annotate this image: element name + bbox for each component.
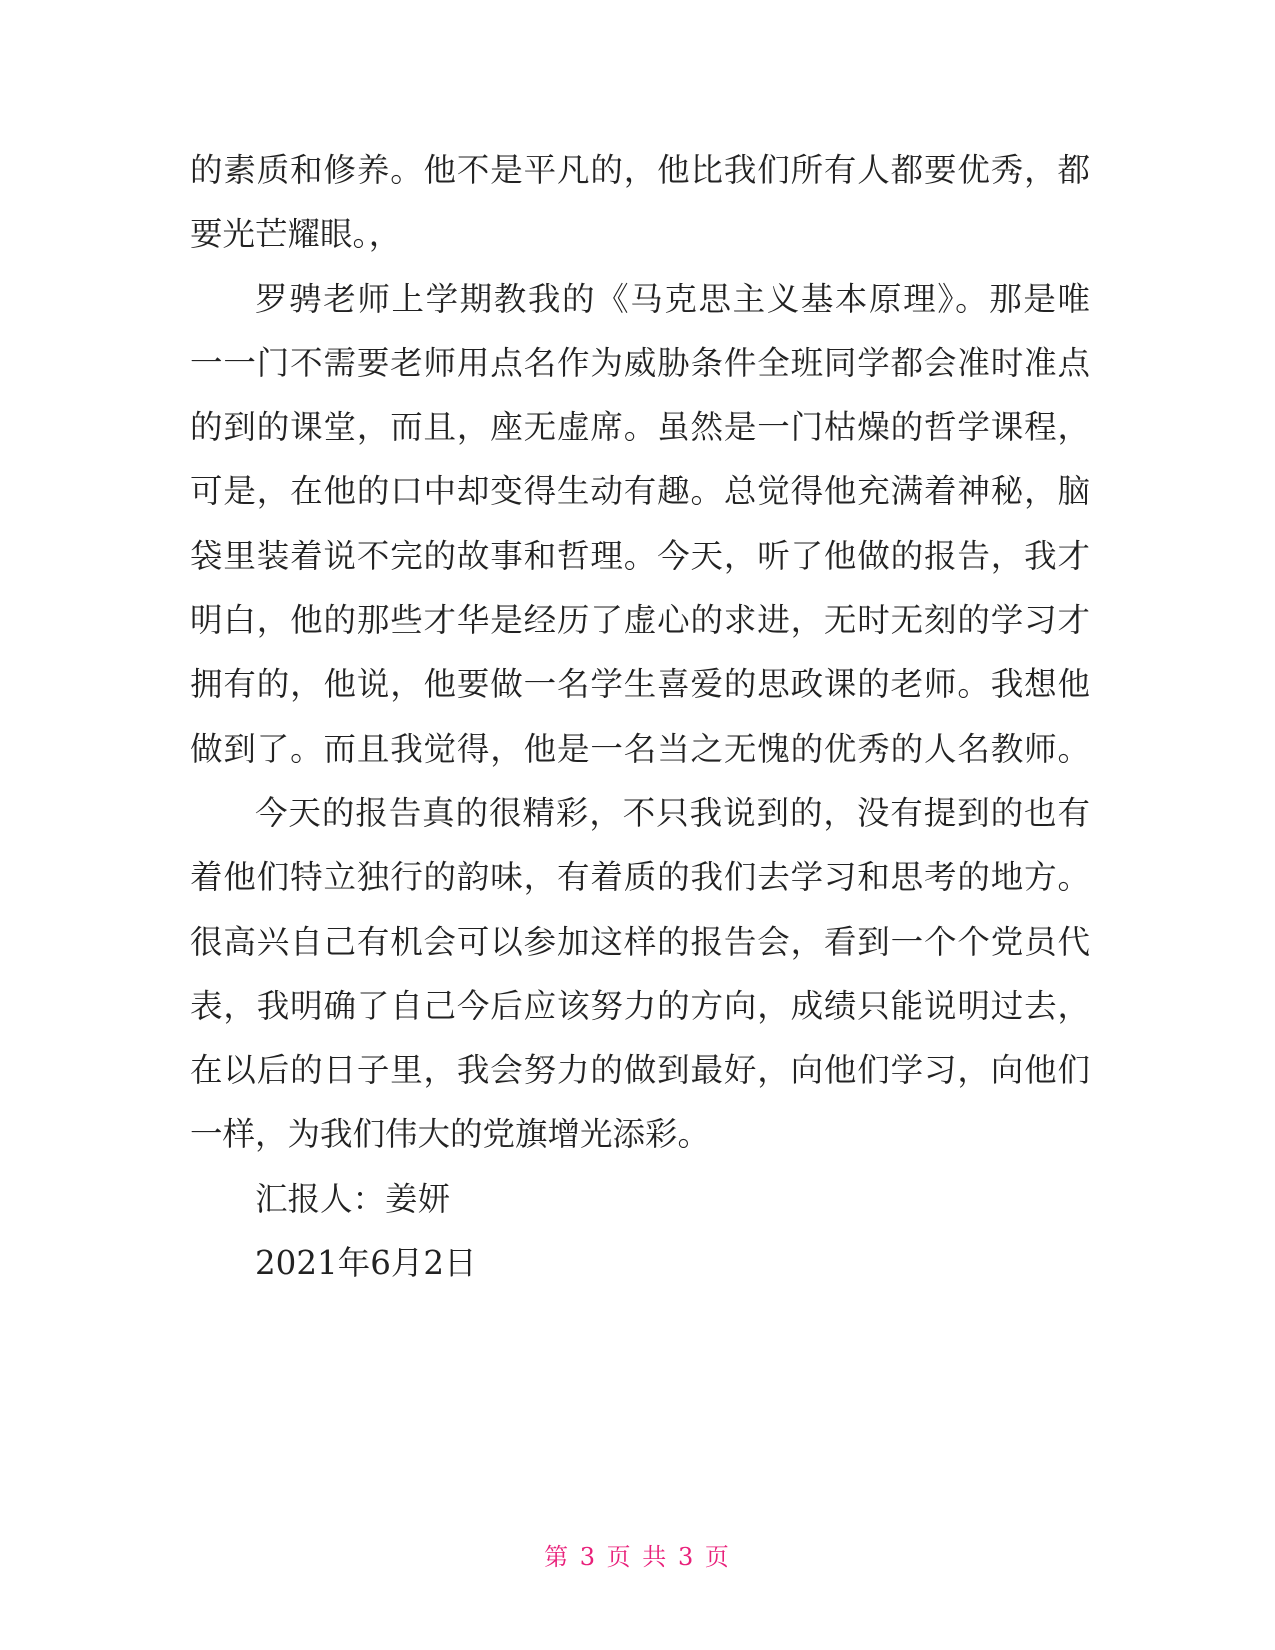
date-line: 2021年6月2日	[255, 1244, 477, 1283]
document-body	[190, 138, 1090, 1295]
text-line: 的到的课堂，而且，座无虚席。虽然是一门枯燥的哲学课程，	[190, 408, 1090, 447]
signature-line: 汇报人：姜妍	[255, 1179, 451, 1218]
text-line: 一一门不需要老师用点名作为威胁条件全班同学都会准时准点	[190, 343, 1090, 382]
text-line: 着他们特立独行的韵味，有着质的我们去学习和思考的地方。	[190, 858, 1090, 897]
text-line: 做到了。而且我觉得，他是一名当之无愧的优秀的人名教师。	[190, 729, 1090, 768]
text-line: 可是，在他的口中却变得生动有趣。总觉得他充满着神秘，脑	[190, 472, 1090, 511]
page-number-footer: 第 3 页 共 3 页	[544, 1543, 731, 1571]
text-line: 要光芒耀眼。，	[190, 215, 402, 254]
paragraph-start-line: 罗骋老师上学期教我的《马克思主义基本原理》。那是唯	[255, 279, 1090, 318]
text-line: 拥有的，他说，他要做一名学生喜爱的思政课的老师。我想他	[190, 665, 1090, 704]
text-line: 袋里装着说不完的故事和哲理。今天，听了他做的报告，我才	[190, 536, 1090, 575]
text-line: 在以后的日子里，我会努力的做到最好，向他们学习，向他们	[190, 1051, 1090, 1090]
paragraph-start-line: 今天的报告真的很精彩，不只我说到的，没有提到的也有	[255, 793, 1090, 832]
text-line: 一样，为我们伟大的党旗增光添彩。	[190, 1115, 711, 1154]
text-line: 明白，他的那些才华是经历了虚心的求进，无时无刻的学习才	[190, 601, 1090, 640]
text-line: 的素质和修养。他不是平凡的，他比我们所有人都要优秀，都	[190, 151, 1090, 189]
text-line: 表，我明确了自己今后应该努力的方向，成绩只能说明过去，	[190, 986, 1090, 1025]
text-line: 很高兴自己有机会可以参加这样的报告会，看到一个个党员代	[190, 922, 1090, 961]
